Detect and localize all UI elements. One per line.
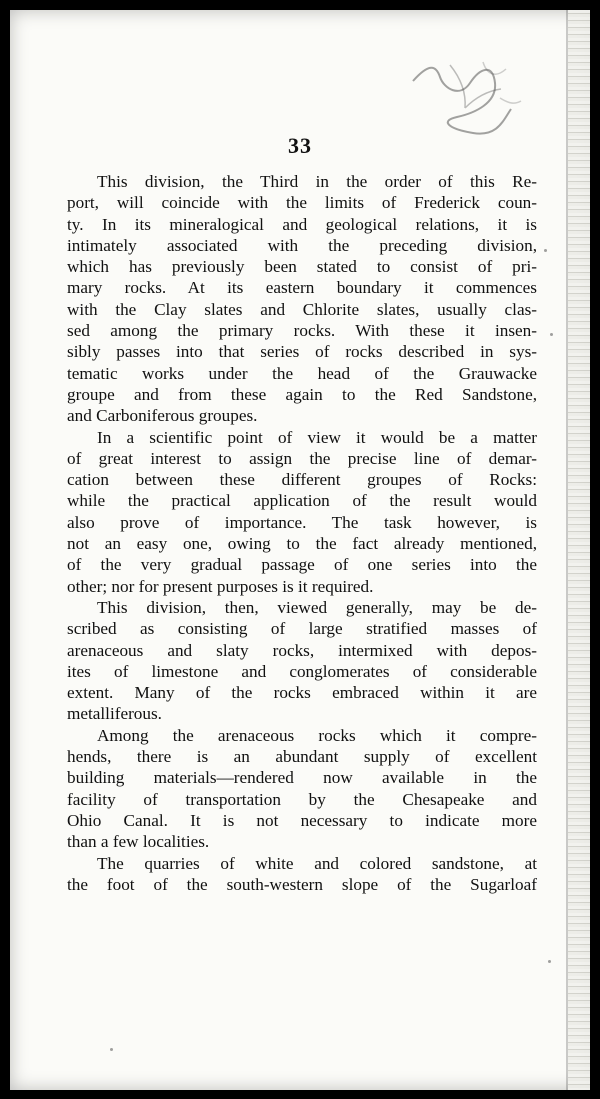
- text-line: and Carboniferous groupes.: [67, 406, 258, 426]
- printed-text-block: [67, 171, 537, 895]
- text-line: cation between these different groupes of Rocks:: [67, 470, 537, 490]
- text-line: building materials—rendered now available in the: [67, 768, 537, 788]
- text-line: with the Clay slates and Chlorite slates, usually clas-: [67, 299, 537, 319]
- text-line: In a scientific point of view it would be a matter: [97, 427, 537, 447]
- text-line: hends, there is an abundant supply of excellent: [67, 747, 537, 767]
- text-line: also prove of importance. The task however, is: [67, 512, 537, 532]
- text-line: ty. In its mineralogical and geological relations, it is: [67, 214, 537, 234]
- text-line: intimately associated with the preceding division,: [67, 235, 537, 255]
- text-line: arenaceous and slaty rocks, intermixed with depos-: [67, 640, 537, 660]
- paragraph-arenaceous-rocks: [67, 725, 537, 853]
- text-line: ites of limestone and conglomerates of considerable: [67, 661, 537, 681]
- text-line: scribed as consisting of large stratified masses of: [67, 619, 537, 639]
- text-line: Among the arenaceous rocks which it compre-: [97, 725, 537, 745]
- handwritten-scribble: [405, 53, 525, 143]
- text-line: sibly passes into that series of rocks described in sys-: [67, 342, 537, 362]
- paragraph-third-division: [67, 171, 537, 427]
- text-line: Ohio Canal. It is not necessary to indicate more: [67, 810, 537, 830]
- text-line: other; nor for present purposes is it required.: [67, 576, 374, 596]
- text-line: mary rocks. At its eastern boundary it commences: [67, 278, 537, 298]
- ink-speck: [110, 1048, 113, 1051]
- text-line: facility of transportation by the Chesapeake and: [67, 789, 537, 809]
- text-line: of great interest to assign the precise line of demar-: [67, 448, 537, 468]
- text-line: port, will coincide with the limits of Frederick coun-: [67, 193, 537, 213]
- ink-speck: [544, 249, 547, 252]
- text-line: The quarries of white and colored sandstone, at: [97, 853, 537, 873]
- page-binding-edge: [568, 10, 590, 1090]
- text-line: not an easy one, owing to the fact already mentioned,: [67, 534, 537, 554]
- ink-speck: [550, 333, 553, 336]
- paragraph-quarries: [67, 853, 537, 896]
- text-line: This division, the Third in the order of this Re-: [97, 172, 537, 191]
- text-line: groupe and from these again to the Red Sandstone,: [67, 384, 537, 404]
- text-line: which has previously been stated to consist of pri-: [67, 257, 537, 277]
- ink-speck: [548, 960, 551, 963]
- text-line: extent. Many of the rocks embraced within it are: [67, 683, 537, 703]
- paragraph-viewed-generally: [67, 597, 537, 725]
- page-number: 33: [288, 133, 312, 158]
- paragraph-scientific-view: [67, 427, 537, 597]
- text-line: tematic works under the head of the Grauwacke: [67, 363, 537, 383]
- text-line: sed among the primary rocks. With these it insen-: [67, 321, 537, 341]
- book-page: [10, 10, 590, 1090]
- text-line: of the very gradual passage of one series into the: [67, 555, 537, 575]
- text-line: than a few localities.: [67, 832, 210, 852]
- text-line: the foot of the south-western slope of the Sugarloaf: [67, 874, 537, 894]
- text-line: metalliferous.: [67, 704, 162, 724]
- text-line: This division, then, viewed generally, may be de-: [97, 597, 537, 617]
- text-line: while the practical application of the result would: [67, 491, 537, 511]
